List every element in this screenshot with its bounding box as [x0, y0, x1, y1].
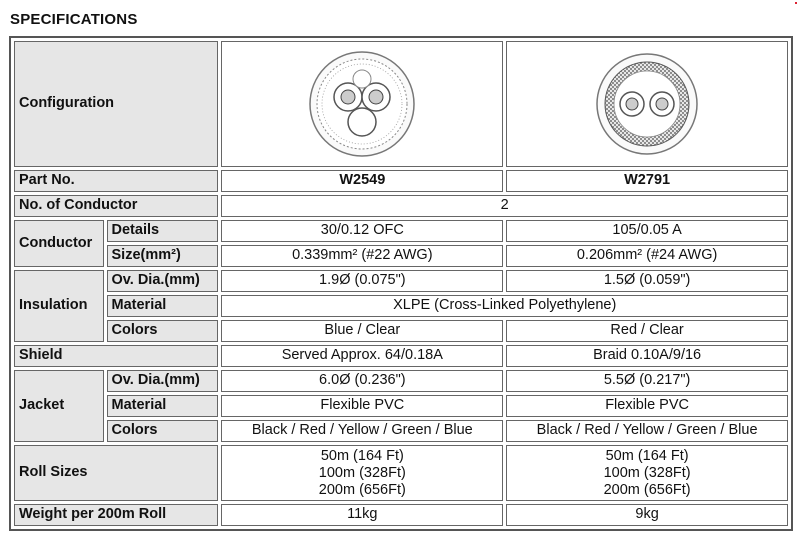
sublabel-details: Details — [107, 220, 219, 242]
row-shield — [14, 345, 788, 367]
roll-size-item: 100m (328Ft) — [318, 464, 406, 481]
roll-size-item: 100m (328Ft) — [603, 464, 691, 481]
shield-1: Served Approx. 64/0.18A — [221, 345, 503, 367]
label-part-no: Part No. — [14, 170, 218, 192]
row-configuration — [14, 41, 788, 167]
page-title: SPECIFICATIONS — [10, 11, 138, 28]
row-weight — [14, 504, 788, 526]
row-roll-sizes — [14, 445, 788, 501]
label-roll-sizes: Roll Sizes — [14, 445, 218, 501]
cable-diagram-w2791 — [506, 41, 788, 167]
row-jacket-ov-dia — [14, 370, 788, 392]
row-jacket-material — [14, 395, 788, 417]
conductor-size-1: 0.339mm² (#22 AWG) — [221, 245, 503, 267]
roll-size-item: 200m (656Ft) — [603, 481, 691, 498]
sublabel-ov-dia: Ov. Dia.(mm) — [107, 370, 219, 392]
row-insulation-material — [14, 295, 788, 317]
roll-size-item: 200m (656Ft) — [318, 481, 406, 498]
label-insulation: Insulation — [14, 270, 104, 342]
label-no-conductor: No. of Conductor — [14, 195, 218, 217]
insulation-colors-2: Red / Clear — [506, 320, 788, 342]
row-insulation-colors — [14, 320, 788, 342]
weight-1: 11kg — [221, 504, 503, 526]
no-conductor-value: 2 — [221, 195, 788, 217]
roll-size-item: 50m (164 Ft) — [320, 447, 404, 464]
sublabel-material: Material — [107, 395, 219, 417]
corner-mark — [795, 2, 797, 4]
label-shield: Shield — [14, 345, 218, 367]
sublabel-colors: Colors — [107, 320, 219, 342]
jacket-material-1: Flexible PVC — [221, 395, 503, 417]
conductor-size-2: 0.206mm² (#24 AWG) — [506, 245, 788, 267]
specifications-table — [9, 36, 793, 531]
jacket-ov-dia-2: 5.5Ø (0.217") — [506, 370, 788, 392]
cable-cross-section-icon — [302, 49, 422, 159]
sublabel-ov-dia: Ov. Dia.(mm) — [107, 270, 219, 292]
roll-sizes-2 — [506, 445, 788, 501]
insulation-ov-dia-2: 1.5Ø (0.059") — [506, 270, 788, 292]
weight-2: 9kg — [506, 504, 788, 526]
sublabel-size: Size(mm²) — [107, 245, 219, 267]
jacket-ov-dia-1: 6.0Ø (0.236") — [221, 370, 503, 392]
insulation-colors-1: Blue / Clear — [221, 320, 503, 342]
insulation-ov-dia-1: 1.9Ø (0.075") — [221, 270, 503, 292]
label-configuration: Configuration — [14, 41, 218, 167]
row-conductor-details — [14, 220, 788, 242]
row-no-conductor — [14, 195, 788, 217]
conductor-details-1: 30/0.12 OFC — [221, 220, 503, 242]
shield-2: Braid 0.10A/9/16 — [506, 345, 788, 367]
part-no-2: W2791 — [506, 170, 788, 192]
sublabel-material: Material — [107, 295, 219, 317]
roll-sizes-1 — [221, 445, 503, 501]
part-no-1: W2549 — [221, 170, 503, 192]
conductor-details-2: 105/0.05 A — [506, 220, 788, 242]
label-conductor: Conductor — [14, 220, 104, 267]
cable-cross-section-icon — [587, 49, 707, 159]
row-insulation-ov-dia — [14, 270, 788, 292]
row-part-no — [14, 170, 788, 192]
jacket-material-2: Flexible PVC — [506, 395, 788, 417]
insulation-material: XLPE (Cross-Linked Polyethylene) — [221, 295, 788, 317]
cable-diagram-w2549 — [221, 41, 503, 167]
sublabel-colors: Colors — [107, 420, 219, 442]
roll-size-item: 50m (164 Ft) — [605, 447, 689, 464]
row-conductor-size — [14, 245, 788, 267]
row-jacket-colors — [14, 420, 788, 442]
label-weight: Weight per 200m Roll — [14, 504, 218, 526]
jacket-colors-1: Black / Red / Yellow / Green / Blue — [221, 420, 503, 442]
jacket-colors-2: Black / Red / Yellow / Green / Blue — [506, 420, 788, 442]
label-jacket: Jacket — [14, 370, 104, 442]
